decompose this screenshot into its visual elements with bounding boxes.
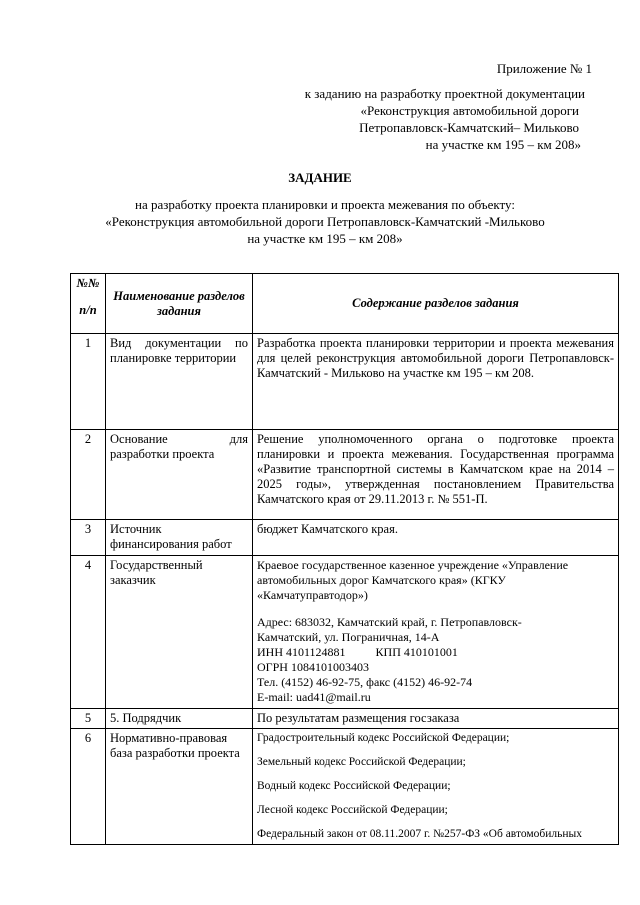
- table-row: [71, 430, 619, 520]
- row-name: Основание для разработки проекта: [106, 430, 253, 520]
- reference-line: Петропавловск-Камчатский– Мильково: [359, 120, 579, 135]
- row-num: 5: [71, 709, 106, 729]
- content-line: ИНН 4101124881 КПП 410101001: [257, 645, 458, 659]
- table-row: [71, 334, 619, 430]
- content-line: Адрес: 683032, Камчатский край, г. Петропавловск-: [257, 615, 522, 629]
- law-item: Федеральный закон от 08.11.2007 г. №257-ФЗ «Об автомобильных: [257, 828, 582, 840]
- header-content: Содержание разделов задания: [253, 274, 619, 334]
- reference-line: «Реконструкция автомобильной дороги: [360, 103, 579, 118]
- law-item: Водный кодекс Российской Федерации;: [257, 780, 451, 792]
- document-subtitle: на разработку проекта планировки и проекта межевания по объекту: «Реконструкция автомобильной дороги Петропавловск-Камчатский -Мильково на участке км 195 – км 208»: [105, 197, 545, 246]
- row-content: [253, 556, 619, 709]
- task-table: [70, 273, 619, 845]
- row-content: Решение уполномоченного органа о подготовке проекта планировки и проекта межевания. Государственная программа «Развитие транспортной системы в Камчатском крае на 2014 – 2025 годы», утвержденная постановлением Правительства Камчатского края от 29.11.2013 г. № 551-П.: [253, 430, 619, 520]
- appendix-label: Приложение № 1: [496, 61, 592, 76]
- content-line: «Камчатуправтодор»): [257, 588, 368, 602]
- reference-block: [305, 85, 585, 153]
- reference-line: на участке км 195 – км 208»: [425, 137, 581, 152]
- row-num: 3: [71, 520, 106, 556]
- row-num: 1: [71, 334, 106, 430]
- row-num: 2: [71, 430, 106, 520]
- header-name: Наименование разделов задания: [106, 274, 253, 334]
- content-line: автомобильных дорог Камчатского края» (КГКУ: [257, 573, 506, 587]
- content-line: ОГРН 1084101003403: [257, 660, 369, 674]
- row-name: 5. Подрядчик: [106, 709, 253, 729]
- row-name: Источник финансирования работ: [106, 520, 253, 556]
- row-name: Вид документации по планировке территории: [106, 334, 253, 430]
- header-num: [71, 274, 106, 334]
- table-row: [71, 709, 619, 729]
- row-content: [253, 729, 619, 845]
- row-content: Разработка проекта планировки территории и проекта межевания для целей реконструкция автомобильной дороги Петропавловск-Камчатский - Мильково на участке км 195 – км 208.: [253, 334, 619, 430]
- content-line: [257, 603, 614, 615]
- header-num-line: №№: [76, 276, 100, 290]
- table-row: [71, 729, 619, 845]
- law-item: Лесной кодекс Российской Федерации;: [257, 804, 448, 816]
- content-line: Тел. (4152) 46-92-75, факс (4152) 46-92-74: [257, 675, 473, 689]
- row-content: бюджет Камчатского края.: [253, 520, 619, 556]
- law-item: Градостроительный кодекс Российской Федерации;: [257, 732, 510, 744]
- row-num: 6: [71, 729, 106, 845]
- table-row: [71, 520, 619, 556]
- row-content: По результатам размещения госзаказа: [253, 709, 619, 729]
- content-line: E-mail: uad41@mail.ru: [257, 690, 371, 704]
- row-num: 4: [71, 556, 106, 709]
- row-name: Государственный заказчик: [106, 556, 253, 709]
- document-title: ЗАДАНИЕ: [288, 170, 352, 185]
- table-row: [71, 556, 619, 709]
- law-item: Земельный кодекс Российской Федерации;: [257, 756, 466, 768]
- header-num-line: п/п: [79, 303, 97, 317]
- content-line: Краевое государственное казенное учреждение «Управление: [257, 558, 569, 572]
- content-line: Камчатский, ул. Пограничная, 14-А: [257, 630, 440, 644]
- row-name: Нормативно-правовая база разработки проекта: [106, 729, 253, 845]
- reference-line: к заданию на разработку проектной документации: [304, 86, 585, 101]
- table-header-row: [71, 274, 619, 334]
